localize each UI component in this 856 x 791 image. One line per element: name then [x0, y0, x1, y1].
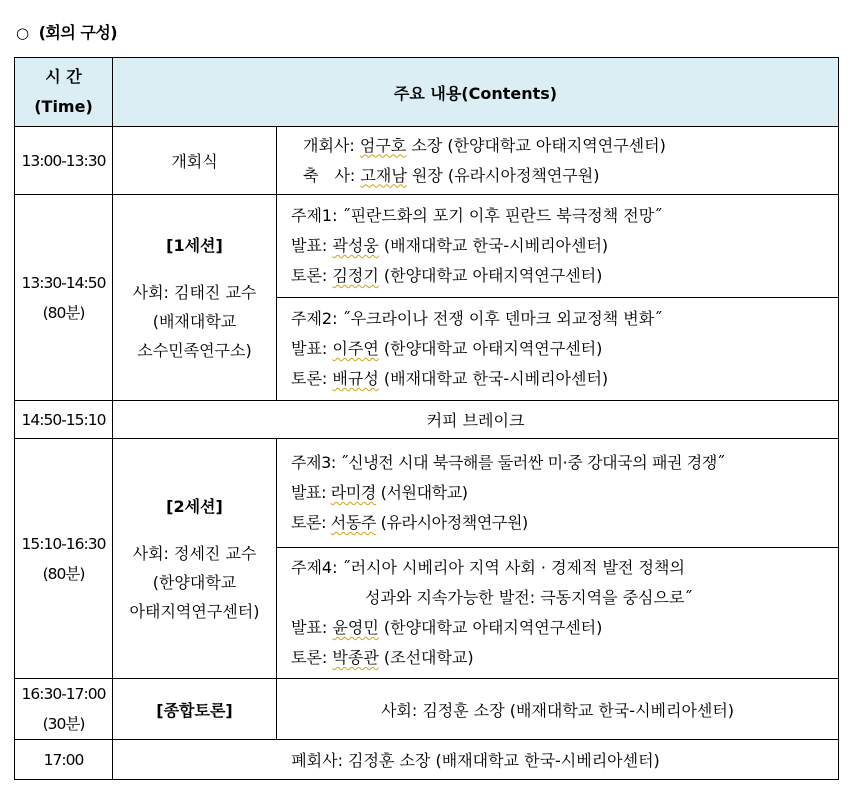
opening-row — [15, 127, 839, 195]
closing-content: 폐회사: 김정훈 소장 (배재대학교 한국-시베리아센터) — [113, 740, 839, 780]
time-header — [15, 58, 113, 127]
closing-time: 17:00 — [15, 740, 113, 780]
session2-info: [2세션] 사회: 정세진 교수 (한양대학교 아태지역연구센터) — [113, 439, 277, 679]
break-time: 14:50-15:10 — [15, 401, 113, 439]
session1-time: 13:30-14:50 (80분) — [15, 195, 113, 401]
time-header-line1: 시 간 — [45, 67, 82, 86]
topic4-presenter: 발표: 윤영민 (한양대학교 아태지역연구센터) — [291, 618, 603, 637]
session2-title: [2세션] — [166, 496, 223, 516]
topic1-title: 주제1: ˝핀란드화의 포기 이후 핀란드 북극정책 전망˝ — [291, 206, 663, 225]
heading-title: (회의 구성) — [38, 23, 118, 42]
topic3-content — [277, 439, 839, 548]
topic1-presenter: 발표: 곽성웅 (배재대학교 한국-시베리아센터) — [291, 236, 609, 255]
opening-speech-line: 개회사: 엄구호 소장 (한양대학교 아태지역연구센터) — [303, 135, 666, 155]
session1-row-a — [15, 195, 839, 298]
bullet-icon: ○ — [16, 24, 29, 42]
topic1-content — [277, 195, 839, 298]
session1-info: [1세션] 사회: 김태진 교수 (배재대학교 소수민족연구소) — [113, 195, 277, 401]
congratulatory-line: 축 사: 고재남 원장 (유라시아정책연구원) — [303, 165, 600, 185]
topic4-discussant: 토론: 박종관 (조선대학교) — [291, 648, 474, 667]
topic2-title: 주제2: ˝우크라이나 전쟁 이후 덴마크 외교정책 변화˝ — [291, 309, 663, 328]
session2-row-a — [15, 439, 839, 548]
program-table — [14, 57, 839, 780]
break-label: 커피 브레이크 — [113, 401, 839, 439]
topic3-presenter: 발표: 라미경 (서원대학교) — [291, 483, 468, 502]
table-header-row — [15, 58, 839, 127]
session1-title: [1세션] — [166, 235, 223, 255]
time-header-line2: (Time) — [34, 97, 93, 116]
opening-label: 개회식 — [113, 127, 277, 195]
opening-time: 13:00-13:30 — [15, 127, 113, 195]
session2-moderator: 사회: 정세진 교수 — [132, 543, 257, 563]
topic4-title-line2: 성과와 지속가능한 발전: 극동지역을 중심으로˝ — [365, 588, 693, 607]
speaker-name: 고재남 — [360, 165, 407, 185]
closing-row — [15, 740, 839, 780]
topic4-title-line1: 주제4: ˝러시아 시베리아 지역 사회 · 경제적 발전 정책의 — [291, 558, 685, 577]
topic1-discussant: 토론: 김정기 (한양대학교 아태지역연구센터) — [291, 266, 603, 285]
general-label: [종합토론] — [113, 679, 277, 740]
section-heading — [16, 20, 117, 43]
opening-content — [277, 127, 839, 195]
contents-header: 주요 내용(Contents) — [113, 58, 839, 127]
break-row — [15, 401, 839, 439]
topic3-title: 주제3: ˝신냉전 시대 북극해를 둘러싼 미·중 강대국의 패권 경쟁˝ — [291, 453, 725, 472]
topic4-content — [277, 548, 839, 679]
speaker-name: 엄구호 — [359, 135, 407, 155]
topic2-presenter: 발표: 이주연 (한양대학교 아태지역연구센터) — [291, 339, 603, 358]
general-discussion-row — [15, 679, 839, 740]
topic2-content — [277, 298, 839, 401]
session2-time: 15:10-16:30 (80분) — [15, 439, 113, 679]
topic2-discussant: 토론: 배규성 (배재대학교 한국-시베리아센터) — [291, 369, 609, 388]
general-time: 16:30-17:00 (30분) — [15, 679, 113, 740]
general-content: 사회: 김정훈 소장 (배재대학교 한국-시베리아센터) — [277, 679, 839, 740]
session1-moderator: 사회: 김태진 교수 — [132, 282, 257, 302]
topic3-discussant: 토론: 서동주 (유라시아정책연구원) — [291, 513, 528, 532]
